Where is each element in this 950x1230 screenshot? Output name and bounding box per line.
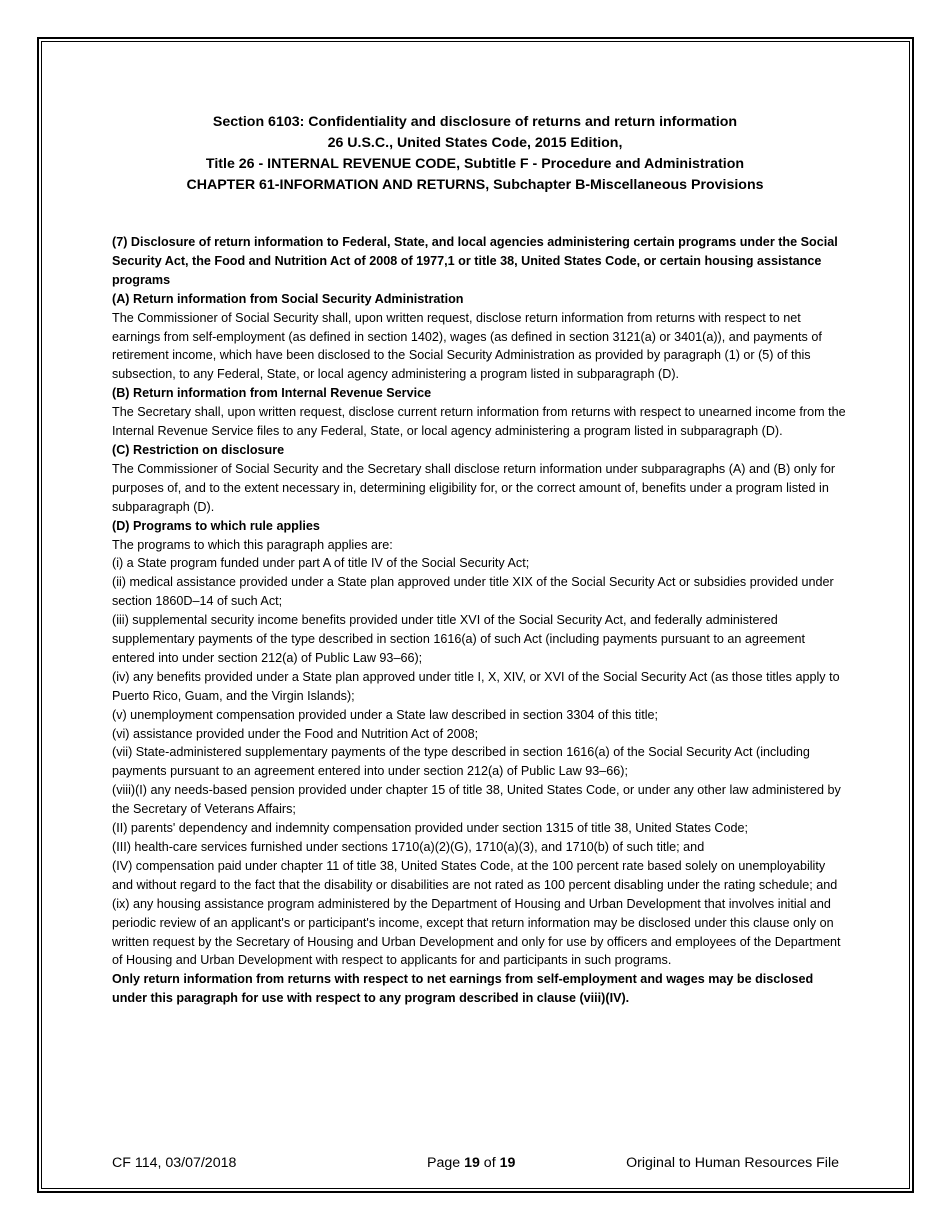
page-number: [427, 1153, 515, 1173]
program-item: (III) health-care services furnished under sections 1710(a)(2)(G), 1710(a)(3), and 1710(b) of such title; and: [112, 840, 705, 854]
program-item: (iv) any benefits provided under a State plan approved under title I, X, XIV, or XVI of the Social Security Act (as those titles apply to Puerto Rico, Guam, and the Virgin Islands);: [112, 669, 840, 703]
program-item: (vi) assistance provided under the Food and Nutrition Act of 2008;: [112, 726, 479, 741]
program-item: (vii) State-administered supplementary payments of the type described in section 1616(a) of the Social Security Act (including payments pursuant to an agreement entered into under section 212(a) of Public Law 93–66);: [112, 745, 810, 779]
subparagraph-c-text: The Commissioner of Social Security and the Secretary shall disclose return information under subparagraphs (A) and (B) only for purposes of, and to the extent necessary in, determining eligibility for, or the correct amount of, benefits under a program listed in subparagraph (D).: [112, 461, 836, 514]
page-of-label: of: [479, 1155, 500, 1171]
page-current: 19: [464, 1155, 480, 1171]
program-item: (IV) compensation paid under chapter 11 of title 38, United States Code, at the 100 percent rate based solely on unemployability and without regard to the fact that the disability or disabilities are not rated as 100 percent disabling under the rating schedule; and: [112, 858, 838, 892]
program-item: (ix) any housing assistance program administered by the Department of Housing and Urban Development that involves initial and periodic review of an applicant's or participant's income, except that return information may be disclosed under this clause only on written request by the Secretary of Housing and Urban Development and only for use by officers and employees of the Department of Housing and Urban Development with respect to applicants for and participants in such programs.: [112, 896, 841, 968]
form-identifier: CF 114, 03/07/2018: [112, 1155, 237, 1171]
program-item: (v) unemployment compensation provided under a State law described in section 3304 of this title;: [112, 707, 659, 722]
subparagraph-d-heading: (D) Programs to which rule applies: [112, 518, 320, 533]
header-line-chapter: CHAPTER 61-INFORMATION AND RETURNS, Subchapter B-Miscellaneous Provisions: [186, 177, 764, 193]
header-line-usc: 26 U.S.C., United States Code, 2015 Edition,: [327, 135, 623, 151]
subparagraph-c-heading: (C) Restriction on disclosure: [112, 442, 285, 457]
program-item: (iii) supplemental security income benefits provided under title XVI of the Social Security Act, and federally administered supplementary payments of the type described in section 1616(a) of such Act (including payments pursuant to an agreement entered into under section 212(a) of Public Law 93–66);: [112, 613, 806, 665]
document-header: [112, 112, 838, 196]
subparagraph-d-intro: The programs to which this paragraph applies are:: [112, 537, 393, 552]
subparagraph-b-text: The Secretary shall, upon written request, disclose current return information from returns with respect to unearned income from the Internal Revenue Service files to any Federal, State, or local agency administering a program listed in subparagraph (D).: [112, 405, 846, 439]
page-footer: [112, 1153, 839, 1173]
paragraph-7-heading: (7) Disclosure of return information to Federal, State, and local agencies administering certain programs under the Social Security Act, the Food and Nutrition Act of 2008 of 1977,1 or title 38, United States Code, or certain housing assistance programs: [112, 235, 838, 287]
header-line-section: Section 6103: Confidentiality and disclosure of returns and return information: [212, 114, 738, 130]
program-item: (ii) medical assistance provided under a State plan approved under title XIX of the Social Security Act or subsidies provided under section 1860D–14 of such Act;: [112, 575, 834, 609]
subparagraph-a-text: The Commissioner of Social Security shall, upon written request, disclose return information from returns with respect to net earnings from self-employment (as defined in section 1402), wages (as defined in section 3121(a) or 3401(a)), and payments of retirement income, which have been disclosed to the Social Security Administration as provided by paragraph (1) or (5) of this subsection, to any Federal, State, or local agency administering a program listed in subparagraph (D).: [112, 310, 822, 382]
program-item: (II) parents' dependency and indemnity compensation provided under section 1315 of title 38, United States Code;: [112, 821, 748, 836]
closing-statement: Only return information from returns with respect to net earnings from self-employment and wages may be disclosed under this paragraph for use with respect to any program described in clause (viii)(IV).: [112, 972, 814, 1006]
routing-note: Original to Human Resources File: [626, 1155, 839, 1171]
page-total: 19: [499, 1155, 516, 1171]
subparagraph-b-heading: (B) Return information from Internal Revenue Service: [112, 386, 432, 401]
header-line-title: Title 26 - INTERNAL REVENUE CODE, Subtitle F - Procedure and Administration: [205, 156, 745, 172]
program-item: (i) a State program funded under part A of title IV of the Social Security Act;: [112, 556, 530, 571]
document-body: [112, 233, 846, 1008]
page-label: Page: [427, 1155, 465, 1171]
subparagraph-a-heading: (A) Return information from Social Security Administration: [112, 291, 464, 306]
program-item: (viii)(I) any needs-based pension provided under chapter 15 of title 38, United States Code, or under any other law administered by the Secretary of Veterans Affairs;: [112, 783, 841, 817]
